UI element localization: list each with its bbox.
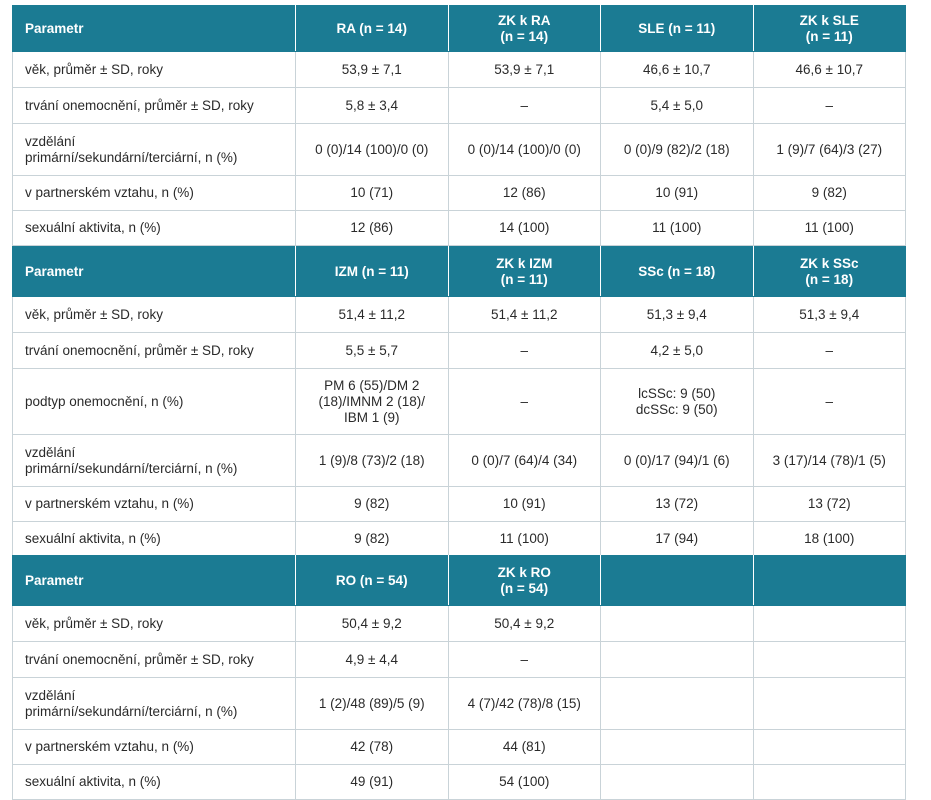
value-cell: 44 (81)	[448, 730, 601, 765]
value-cell: 11 (100)	[601, 211, 754, 246]
header-group-column: RO (n = 54)	[296, 556, 449, 606]
value-cell: 49 (91)	[296, 765, 449, 800]
table-row	[13, 435, 906, 487]
value-cell: –	[448, 369, 601, 435]
row-label: sexuální aktivita, n (%)	[13, 522, 296, 557]
table-row	[13, 642, 906, 678]
header-row	[13, 556, 906, 606]
row-label: věk, průměr ± SD, roky	[13, 297, 296, 333]
value-cell: 10 (91)	[448, 487, 601, 522]
value-cell	[753, 606, 906, 642]
header-group-column	[753, 556, 906, 606]
value-cell: 0 (0)/14 (100)/0 (0)	[448, 124, 601, 176]
value-cell: 51,4 ± 11,2	[448, 297, 601, 333]
value-cell: 51,3 ± 9,4	[601, 297, 754, 333]
value-cell: lcSSc: 9 (50) dcSSc: 9 (50)	[601, 369, 754, 435]
value-cell: 12 (86)	[296, 211, 449, 246]
value-cell: 3 (17)/14 (78)/1 (5)	[753, 435, 906, 487]
value-cell: 5,8 ± 3,4	[296, 88, 449, 124]
table-row	[13, 297, 906, 333]
row-label: v partnerském vztahu, n (%)	[13, 487, 296, 522]
value-cell: 17 (94)	[601, 522, 754, 557]
value-cell: 42 (78)	[296, 730, 449, 765]
value-cell: –	[753, 333, 906, 369]
value-cell: –	[753, 369, 906, 435]
row-label: trvání onemocnění, průměr ± SD, roky	[13, 333, 296, 369]
header-group-column: SSc (n = 18)	[601, 247, 754, 297]
header-row	[13, 6, 906, 52]
value-cell	[753, 678, 906, 730]
value-cell: 5,4 ± 5,0	[601, 88, 754, 124]
table-row	[13, 211, 906, 246]
value-cell	[601, 606, 754, 642]
value-cell: 0 (0)/14 (100)/0 (0)	[296, 124, 449, 176]
value-cell: 10 (71)	[296, 176, 449, 211]
row-label: v partnerském vztahu, n (%)	[13, 730, 296, 765]
value-cell: 11 (100)	[448, 522, 601, 557]
header-parametr: Parametr	[13, 247, 296, 297]
value-cell: 1 (2)/48 (89)/5 (9)	[296, 678, 449, 730]
value-cell	[753, 765, 906, 800]
value-cell: 54 (100)	[448, 765, 601, 800]
value-cell: 53,9 ± 7,1	[296, 52, 449, 88]
table-section-3	[12, 555, 906, 800]
value-cell: 9 (82)	[296, 487, 449, 522]
table-section-2	[12, 246, 906, 557]
value-cell: 9 (82)	[753, 176, 906, 211]
table-row	[13, 333, 906, 369]
value-cell: 12 (86)	[448, 176, 601, 211]
row-label: vzdělání primární/sekundární/terciární, n (%)	[13, 435, 296, 487]
row-label: věk, průměr ± SD, roky	[13, 606, 296, 642]
value-cell	[753, 642, 906, 678]
value-cell: 1 (9)/8 (73)/2 (18)	[296, 435, 449, 487]
table-row	[13, 124, 906, 176]
value-cell: –	[448, 333, 601, 369]
value-cell: 13 (72)	[753, 487, 906, 522]
header-group-column: SLE (n = 11)	[601, 6, 754, 52]
table-row	[13, 730, 906, 765]
value-cell	[601, 642, 754, 678]
value-cell: –	[448, 88, 601, 124]
value-cell: 4 (7)/42 (78)/8 (15)	[448, 678, 601, 730]
value-cell: 51,3 ± 9,4	[753, 297, 906, 333]
table-row	[13, 176, 906, 211]
header-group-column: ZK k SLE (n = 11)	[753, 6, 906, 52]
value-cell: PM 6 (55)/DM 2 (18)/IMNM 2 (18)/ IBM 1 (9)	[296, 369, 449, 435]
header-group-column: IZM (n = 11)	[296, 247, 449, 297]
row-label: sexuální aktivita, n (%)	[13, 765, 296, 800]
table-row	[13, 487, 906, 522]
row-label: věk, průměr ± SD, roky	[13, 52, 296, 88]
table-section-1	[12, 5, 906, 246]
value-cell: 0 (0)/7 (64)/4 (34)	[448, 435, 601, 487]
value-cell	[753, 730, 906, 765]
table-row	[13, 88, 906, 124]
value-cell: 46,6 ± 10,7	[601, 52, 754, 88]
value-cell: 0 (0)/9 (82)/2 (18)	[601, 124, 754, 176]
value-cell: 10 (91)	[601, 176, 754, 211]
table-row	[13, 765, 906, 800]
value-cell: 9 (82)	[296, 522, 449, 557]
header-group-column: ZK k SSc (n = 18)	[753, 247, 906, 297]
table-row	[13, 678, 906, 730]
value-cell: 53,9 ± 7,1	[448, 52, 601, 88]
value-cell: 4,2 ± 5,0	[601, 333, 754, 369]
value-cell: –	[753, 88, 906, 124]
value-cell: 13 (72)	[601, 487, 754, 522]
value-cell: 4,9 ± 4,4	[296, 642, 449, 678]
value-cell	[601, 765, 754, 800]
row-label: v partnerském vztahu, n (%)	[13, 176, 296, 211]
row-label: podtyp onemocnění, n (%)	[13, 369, 296, 435]
value-cell: 18 (100)	[753, 522, 906, 557]
table-row	[13, 52, 906, 88]
value-cell: 46,6 ± 10,7	[753, 52, 906, 88]
value-cell: 14 (100)	[448, 211, 601, 246]
row-label: sexuální aktivita, n (%)	[13, 211, 296, 246]
header-parametr: Parametr	[13, 6, 296, 52]
value-cell: 50,4 ± 9,2	[296, 606, 449, 642]
row-label: vzdělání primární/sekundární/terciární, n (%)	[13, 124, 296, 176]
value-cell: 51,4 ± 11,2	[296, 297, 449, 333]
table-row	[13, 606, 906, 642]
header-group-column	[601, 556, 754, 606]
header-group-column: RA (n = 14)	[296, 6, 449, 52]
value-cell: 50,4 ± 9,2	[448, 606, 601, 642]
value-cell	[601, 678, 754, 730]
value-cell: 1 (9)/7 (64)/3 (27)	[753, 124, 906, 176]
header-group-column: ZK k RO (n = 54)	[448, 556, 601, 606]
value-cell: 0 (0)/17 (94)/1 (6)	[601, 435, 754, 487]
value-cell: –	[448, 642, 601, 678]
value-cell: 5,5 ± 5,7	[296, 333, 449, 369]
value-cell: 11 (100)	[753, 211, 906, 246]
header-parametr: Parametr	[13, 556, 296, 606]
table-row	[13, 369, 906, 435]
header-group-column: ZK k RA (n = 14)	[448, 6, 601, 52]
row-label: trvání onemocnění, průměr ± SD, roky	[13, 88, 296, 124]
row-label: trvání onemocnění, průměr ± SD, roky	[13, 642, 296, 678]
header-row	[13, 247, 906, 297]
header-group-column: ZK k IZM (n = 11)	[448, 247, 601, 297]
table-row	[13, 522, 906, 557]
row-label: vzdělání primární/sekundární/terciární, n (%)	[13, 678, 296, 730]
value-cell	[601, 730, 754, 765]
